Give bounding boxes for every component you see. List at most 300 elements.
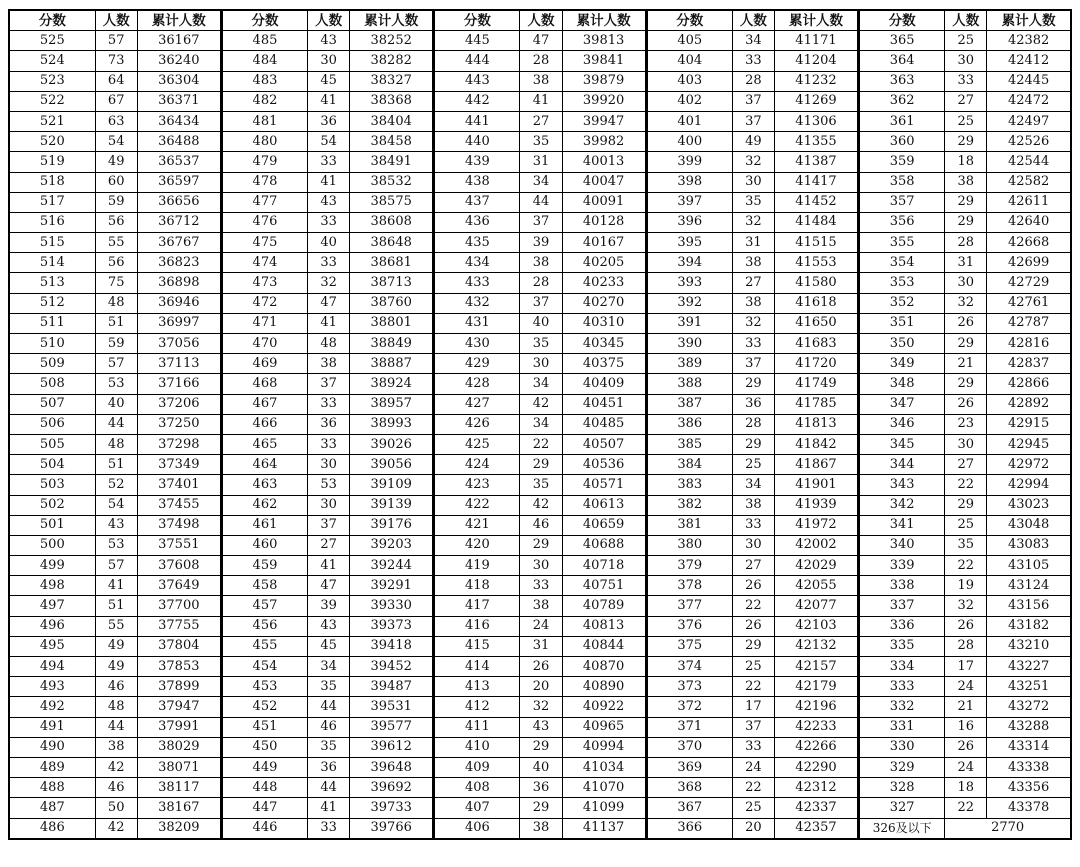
cumulative-cell: 38404 (350, 111, 434, 131)
cumulative-cell: 36371 (137, 91, 221, 111)
score-cell: 492 (9, 697, 95, 717)
count-cell: 33 (732, 51, 774, 71)
score-cell: 384 (646, 455, 732, 475)
cumulative-cell: 39531 (350, 697, 434, 717)
count-cell: 46 (308, 717, 350, 737)
cumulative-cell: 42972 (987, 455, 1071, 475)
table-row (9, 556, 1071, 576)
cumulative-cell: 40688 (562, 535, 646, 555)
score-cell: 338 (859, 576, 945, 596)
count-cell: 22 (520, 434, 562, 454)
score-cell: 337 (859, 596, 945, 616)
cumulative-cell: 37991 (137, 717, 221, 737)
table-row (9, 697, 1071, 717)
cumulative-cell: 41387 (774, 152, 858, 172)
count-cell: 16 (945, 717, 987, 737)
score-cell: 504 (9, 455, 95, 475)
score-cell: 476 (221, 212, 307, 232)
score-cell: 479 (221, 152, 307, 172)
count-cell: 53 (308, 475, 350, 495)
cumulative-cell: 42787 (987, 313, 1071, 333)
cumulative-cell: 38532 (350, 172, 434, 192)
score-cell: 411 (434, 717, 520, 737)
count-cell: 41 (520, 91, 562, 111)
cumulative-cell: 39109 (350, 475, 434, 495)
score-cell: 357 (859, 192, 945, 212)
table-row (9, 434, 1071, 454)
count-cell: 28 (732, 71, 774, 91)
cumulative-cell: 39452 (350, 657, 434, 677)
cumulative-cell: 43182 (987, 616, 1071, 636)
count-cell: 41 (95, 576, 137, 596)
score-cell: 475 (221, 233, 307, 253)
cumulative-cell: 36946 (137, 293, 221, 313)
table-row (9, 91, 1071, 111)
score-cell: 495 (9, 636, 95, 656)
count-cell: 40 (95, 394, 137, 414)
score-cell: 432 (434, 293, 520, 313)
score-cell: 397 (646, 192, 732, 212)
count-cell: 37 (732, 717, 774, 737)
count-cell: 30 (520, 556, 562, 576)
score-cell: 505 (9, 434, 95, 454)
count-cell: 37 (732, 111, 774, 131)
score-cell: 373 (646, 677, 732, 697)
cumulative-cell: 42179 (774, 677, 858, 697)
cumulative-cell: 37899 (137, 677, 221, 697)
count-cell: 35 (520, 475, 562, 495)
cumulative-cell: 42611 (987, 192, 1071, 212)
cumulative-cell: 42816 (987, 334, 1071, 354)
score-cell: 514 (9, 253, 95, 273)
count-cell: 36 (308, 111, 350, 131)
cumulative-cell: 42412 (987, 51, 1071, 71)
score-cell: 343 (859, 475, 945, 495)
table-header (9, 10, 1071, 31)
count-cell: 34 (520, 172, 562, 192)
cumulative-cell: 42892 (987, 394, 1071, 414)
count-cell: 26 (945, 313, 987, 333)
cumulative-cell: 36240 (137, 51, 221, 71)
cumulative-cell: 43314 (987, 737, 1071, 757)
score-cell: 494 (9, 657, 95, 677)
score-distribution-table-container (8, 9, 1072, 840)
score-cell: 470 (221, 334, 307, 354)
table-body (9, 31, 1071, 839)
cumulative-cell: 39330 (350, 596, 434, 616)
cumulative-cell: 40128 (562, 212, 646, 232)
table-row (9, 475, 1071, 495)
cumulative-cell: 43105 (987, 556, 1071, 576)
score-cell: 366 (646, 818, 732, 839)
count-cell: 41 (308, 172, 350, 192)
cumulative-header: 累计人数 (774, 10, 858, 31)
cumulative-cell: 39947 (562, 111, 646, 131)
count-cell: 51 (95, 313, 137, 333)
cumulative-cell: 41417 (774, 172, 858, 192)
count-cell: 28 (732, 414, 774, 434)
score-cell: 497 (9, 596, 95, 616)
cumulative-cell: 41306 (774, 111, 858, 131)
count-cell: 32 (732, 152, 774, 172)
table-row (9, 192, 1071, 212)
cumulative-cell: 42002 (774, 535, 858, 555)
table-row (9, 354, 1071, 374)
score-cell: 458 (221, 576, 307, 596)
cumulative-cell: 42866 (987, 374, 1071, 394)
score-cell: 330 (859, 737, 945, 757)
count-cell: 29 (945, 192, 987, 212)
cumulative-cell: 41842 (774, 434, 858, 454)
count-cell: 31 (945, 253, 987, 273)
count-cell: 17 (732, 697, 774, 717)
count-cell: 44 (308, 697, 350, 717)
score-cell: 508 (9, 374, 95, 394)
count-cell: 24 (732, 757, 774, 777)
count-cell: 29 (732, 636, 774, 656)
cumulative-cell: 36597 (137, 172, 221, 192)
cumulative-cell: 41269 (774, 91, 858, 111)
cumulative-cell: 40994 (562, 737, 646, 757)
cumulative-cell: 39373 (350, 616, 434, 636)
count-cell: 73 (95, 51, 137, 71)
count-cell: 29 (945, 495, 987, 515)
cumulative-cell: 41484 (774, 212, 858, 232)
cumulative-cell: 37250 (137, 414, 221, 434)
cumulative-cell: 42029 (774, 556, 858, 576)
score-cell: 460 (221, 535, 307, 555)
cumulative-cell: 37166 (137, 374, 221, 394)
score-cell: 341 (859, 515, 945, 535)
count-cell: 53 (95, 374, 137, 394)
score-cell: 523 (9, 71, 95, 91)
cumulative-cell: 43227 (987, 657, 1071, 677)
count-cell: 20 (732, 818, 774, 839)
cumulative-cell: 36167 (137, 31, 221, 51)
cumulative-cell: 40890 (562, 677, 646, 697)
cumulative-cell: 42077 (774, 596, 858, 616)
cumulative-cell: 41070 (562, 778, 646, 798)
table-row (9, 515, 1071, 535)
count-cell: 34 (732, 31, 774, 51)
count-cell: 59 (95, 192, 137, 212)
score-cell: 426 (434, 414, 520, 434)
score-cell: 445 (434, 31, 520, 51)
cumulative-cell: 39176 (350, 515, 434, 535)
score-cell: 364 (859, 51, 945, 71)
cumulative-cell: 43378 (987, 798, 1071, 818)
cumulative-cell: 39203 (350, 535, 434, 555)
table-row (9, 818, 1071, 839)
cumulative-cell: 42837 (987, 354, 1071, 374)
cumulative-cell: 37455 (137, 495, 221, 515)
count-cell: 37 (308, 374, 350, 394)
count-cell: 29 (520, 798, 562, 818)
score-cell: 467 (221, 394, 307, 414)
score-cell: 446 (221, 818, 307, 839)
score-cell: 378 (646, 576, 732, 596)
cumulative-cell: 36656 (137, 192, 221, 212)
score-cell: 425 (434, 434, 520, 454)
cumulative-cell: 39813 (562, 31, 646, 51)
cumulative-header: 累计人数 (350, 10, 434, 31)
cumulative-cell: 43251 (987, 677, 1071, 697)
count-cell: 42 (520, 394, 562, 414)
score-cell: 368 (646, 778, 732, 798)
cumulative-cell: 40751 (562, 576, 646, 596)
count-cell: 21 (945, 697, 987, 717)
score-cell: 471 (221, 313, 307, 333)
count-cell: 47 (308, 576, 350, 596)
score-cell: 481 (221, 111, 307, 131)
table-row (9, 293, 1071, 313)
count-cell: 38 (95, 737, 137, 757)
below-threshold-label: 326及以下 (859, 818, 945, 839)
score-cell: 515 (9, 233, 95, 253)
score-cell: 431 (434, 313, 520, 333)
score-cell: 452 (221, 697, 307, 717)
score-header: 分数 (646, 10, 732, 31)
cumulative-cell: 38209 (137, 818, 221, 839)
count-cell: 50 (95, 798, 137, 818)
below-threshold-count: 2770 (945, 818, 1071, 839)
table-row (9, 132, 1071, 152)
cumulative-cell: 42233 (774, 717, 858, 737)
count-cell: 42 (520, 495, 562, 515)
cumulative-cell: 41785 (774, 394, 858, 414)
score-cell: 478 (221, 172, 307, 192)
table-row (9, 737, 1071, 757)
score-cell: 503 (9, 475, 95, 495)
cumulative-cell: 42640 (987, 212, 1071, 232)
score-cell: 509 (9, 354, 95, 374)
count-cell: 36 (308, 757, 350, 777)
score-cell: 443 (434, 71, 520, 91)
count-cell: 54 (95, 132, 137, 152)
score-cell: 379 (646, 556, 732, 576)
count-cell: 30 (945, 273, 987, 293)
count-cell: 33 (308, 818, 350, 839)
count-cell: 43 (308, 192, 350, 212)
score-cell: 510 (9, 334, 95, 354)
cumulative-cell: 40091 (562, 192, 646, 212)
score-cell: 399 (646, 152, 732, 172)
score-cell: 354 (859, 253, 945, 273)
count-cell: 45 (308, 71, 350, 91)
cumulative-cell: 38167 (137, 798, 221, 818)
score-cell: 365 (859, 31, 945, 51)
count-cell: 44 (308, 778, 350, 798)
cumulative-cell: 37755 (137, 616, 221, 636)
score-cell: 376 (646, 616, 732, 636)
score-cell: 456 (221, 616, 307, 636)
count-cell: 40 (520, 313, 562, 333)
table-row (9, 778, 1071, 798)
score-cell: 392 (646, 293, 732, 313)
cumulative-cell: 38252 (350, 31, 434, 51)
count-cell: 26 (945, 394, 987, 414)
count-cell: 48 (308, 334, 350, 354)
count-cell: 37 (308, 515, 350, 535)
score-cell: 353 (859, 273, 945, 293)
score-cell: 472 (221, 293, 307, 313)
score-cell: 416 (434, 616, 520, 636)
cumulative-cell: 42472 (987, 91, 1071, 111)
cumulative-cell: 36997 (137, 313, 221, 333)
score-cell: 393 (646, 273, 732, 293)
score-cell: 362 (859, 91, 945, 111)
table-row (9, 374, 1071, 394)
cumulative-cell: 37401 (137, 475, 221, 495)
count-cell: 43 (308, 616, 350, 636)
score-cell: 463 (221, 475, 307, 495)
cumulative-header: 累计人数 (987, 10, 1071, 31)
score-cell: 348 (859, 374, 945, 394)
score-cell: 424 (434, 455, 520, 475)
count-cell: 29 (520, 455, 562, 475)
count-cell: 44 (95, 414, 137, 434)
cumulative-cell: 37700 (137, 596, 221, 616)
count-cell: 52 (95, 475, 137, 495)
score-cell: 328 (859, 778, 945, 798)
count-cell: 35 (945, 535, 987, 555)
cumulative-cell: 37113 (137, 354, 221, 374)
count-cell: 38 (520, 596, 562, 616)
score-cell: 486 (9, 818, 95, 839)
cumulative-cell: 38458 (350, 132, 434, 152)
score-cell: 484 (221, 51, 307, 71)
count-cell: 33 (308, 212, 350, 232)
score-cell: 444 (434, 51, 520, 71)
cumulative-cell: 37853 (137, 657, 221, 677)
score-distribution-table (8, 9, 1072, 840)
count-cell: 32 (732, 212, 774, 232)
count-cell: 22 (945, 556, 987, 576)
table-row (9, 313, 1071, 333)
score-cell: 442 (434, 91, 520, 111)
count-cell: 43 (308, 31, 350, 51)
count-cell: 63 (95, 111, 137, 131)
count-cell: 46 (95, 778, 137, 798)
count-cell: 34 (732, 475, 774, 495)
score-cell: 418 (434, 576, 520, 596)
cumulative-header: 累计人数 (562, 10, 646, 31)
score-cell: 496 (9, 616, 95, 636)
score-cell: 513 (9, 273, 95, 293)
score-cell: 333 (859, 677, 945, 697)
count-cell: 57 (95, 556, 137, 576)
score-cell: 419 (434, 556, 520, 576)
score-cell: 428 (434, 374, 520, 394)
score-cell: 351 (859, 313, 945, 333)
cumulative-cell: 39733 (350, 798, 434, 818)
cumulative-cell: 37551 (137, 535, 221, 555)
cumulative-cell: 40270 (562, 293, 646, 313)
cumulative-cell: 42761 (987, 293, 1071, 313)
score-cell: 455 (221, 636, 307, 656)
score-cell: 493 (9, 677, 95, 697)
score-cell: 339 (859, 556, 945, 576)
score-cell: 391 (646, 313, 732, 333)
score-cell: 522 (9, 91, 95, 111)
score-cell: 388 (646, 374, 732, 394)
count-cell: 45 (308, 636, 350, 656)
score-cell: 402 (646, 91, 732, 111)
cumulative-cell: 38491 (350, 152, 434, 172)
count-cell: 47 (308, 293, 350, 313)
cumulative-cell: 39648 (350, 757, 434, 777)
count-cell: 33 (308, 394, 350, 414)
count-cell: 56 (95, 253, 137, 273)
score-cell: 464 (221, 455, 307, 475)
score-cell: 415 (434, 636, 520, 656)
count-cell: 48 (95, 697, 137, 717)
count-cell: 22 (732, 778, 774, 798)
cumulative-cell: 41683 (774, 334, 858, 354)
cumulative-cell: 42312 (774, 778, 858, 798)
count-cell: 33 (732, 334, 774, 354)
cumulative-cell: 41749 (774, 374, 858, 394)
cumulative-cell: 42497 (987, 111, 1071, 131)
score-cell: 516 (9, 212, 95, 232)
score-cell: 453 (221, 677, 307, 697)
count-cell: 59 (95, 334, 137, 354)
cumulative-cell: 40718 (562, 556, 646, 576)
table-row (9, 616, 1071, 636)
cumulative-cell: 39139 (350, 495, 434, 515)
count-cell: 32 (945, 596, 987, 616)
score-cell: 395 (646, 233, 732, 253)
cumulative-cell: 36434 (137, 111, 221, 131)
score-cell: 344 (859, 455, 945, 475)
cumulative-cell: 40375 (562, 354, 646, 374)
score-cell: 433 (434, 273, 520, 293)
count-cell: 25 (732, 455, 774, 475)
cumulative-cell: 41972 (774, 515, 858, 535)
count-cell: 18 (945, 778, 987, 798)
score-cell: 329 (859, 757, 945, 777)
count-cell: 30 (732, 172, 774, 192)
cumulative-cell: 42055 (774, 576, 858, 596)
score-cell: 359 (859, 152, 945, 172)
cumulative-cell: 38071 (137, 757, 221, 777)
count-cell: 30 (520, 354, 562, 374)
count-cell: 41 (308, 91, 350, 111)
count-cell: 43 (520, 717, 562, 737)
cumulative-cell: 41720 (774, 354, 858, 374)
count-cell: 29 (945, 132, 987, 152)
score-cell: 369 (646, 757, 732, 777)
cumulative-cell: 39766 (350, 818, 434, 839)
score-cell: 468 (221, 374, 307, 394)
score-cell: 363 (859, 71, 945, 91)
cumulative-cell: 40536 (562, 455, 646, 475)
count-cell: 38 (308, 354, 350, 374)
count-cell: 55 (95, 233, 137, 253)
count-cell: 32 (945, 293, 987, 313)
count-cell: 49 (95, 636, 137, 656)
score-cell: 459 (221, 556, 307, 576)
cumulative-cell: 43023 (987, 495, 1071, 515)
cumulative-cell: 38681 (350, 253, 434, 273)
table-row (9, 253, 1071, 273)
count-cell: 25 (945, 31, 987, 51)
count-cell: 34 (520, 414, 562, 434)
count-cell: 24 (520, 616, 562, 636)
cumulative-cell: 42994 (987, 475, 1071, 495)
table-row (9, 677, 1071, 697)
count-cell: 33 (308, 253, 350, 273)
